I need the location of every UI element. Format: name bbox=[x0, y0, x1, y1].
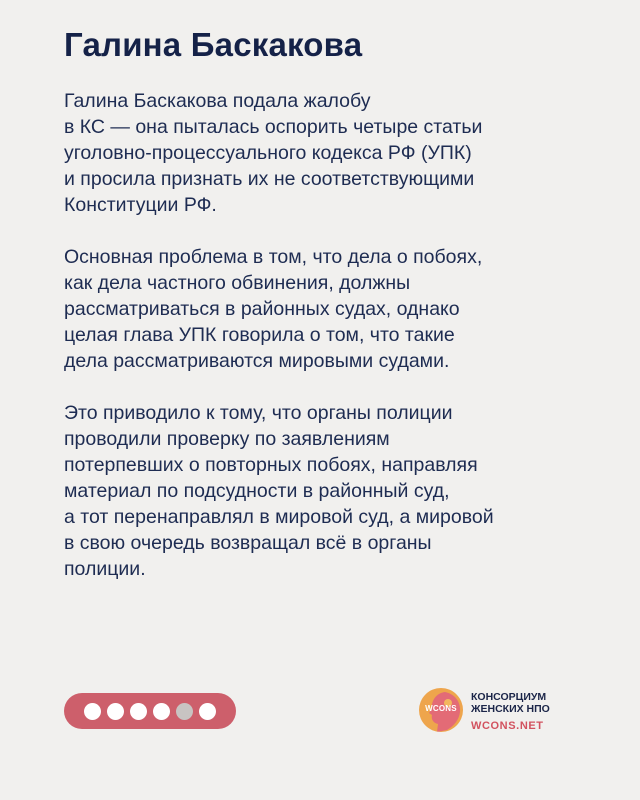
paragraph-1 bbox=[64, 88, 584, 218]
text-line: Это приводило к тому, что органы полиции bbox=[64, 402, 453, 424]
text-line: Галина Баскакова подала жалобу bbox=[64, 90, 371, 112]
pager-dot[interactable] bbox=[84, 703, 101, 720]
brand-name-line: КОНСОРЦИУМ bbox=[471, 691, 547, 703]
text-line: рассматриваться в районных судах, однако bbox=[64, 298, 460, 320]
page-title: Галина Баскакова bbox=[64, 26, 363, 63]
brand-name-line: ЖЕНСКИХ НПО bbox=[471, 703, 550, 715]
paragraph-3 bbox=[64, 400, 584, 582]
brand-name bbox=[471, 691, 550, 715]
paragraph-2 bbox=[64, 244, 584, 374]
text-line: и просила признать их не соответствующими bbox=[64, 168, 475, 190]
text-line: как дела частного обвинения, должны bbox=[64, 272, 411, 294]
text-line: Конституции РФ. bbox=[64, 194, 217, 216]
text-line: в КС — она пыталась оспорить четыре статьи bbox=[64, 116, 483, 138]
text-line: материал по подсудности в районный суд, bbox=[64, 480, 450, 502]
wcons-logo-icon bbox=[419, 688, 463, 732]
pager-dot-active[interactable] bbox=[176, 703, 193, 720]
pager-dot[interactable] bbox=[153, 703, 170, 720]
text-line: уголовно-процессуального кодекса РФ (УПК) bbox=[64, 142, 472, 164]
slide-pager[interactable] bbox=[64, 693, 236, 729]
text-line: в свою очередь возвращал всё в органы bbox=[64, 532, 432, 554]
article-body bbox=[64, 88, 584, 608]
pager-dot[interactable] bbox=[199, 703, 216, 720]
pager-dot[interactable] bbox=[130, 703, 147, 720]
text-line: а тот перенаправлял в мировой суд, а мировой bbox=[64, 506, 494, 528]
pager-dot[interactable] bbox=[107, 703, 124, 720]
logo-abbr: WCONS bbox=[425, 704, 457, 713]
text-line: потерпевших о повторных побоях, направляя bbox=[64, 454, 478, 476]
text-line: проводили проверку по заявлениям bbox=[64, 428, 390, 450]
brand-block[interactable] bbox=[419, 688, 599, 734]
text-line: целая глава УПК говорила о том, что такие bbox=[64, 324, 455, 346]
text-line: Основная проблема в том, что дела о побоях, bbox=[64, 246, 483, 268]
text-line: полиции. bbox=[64, 558, 146, 580]
text-line: дела рассматриваются мировыми судами. bbox=[64, 350, 450, 372]
brand-url-link[interactable]: WCONS.NET bbox=[471, 720, 544, 732]
